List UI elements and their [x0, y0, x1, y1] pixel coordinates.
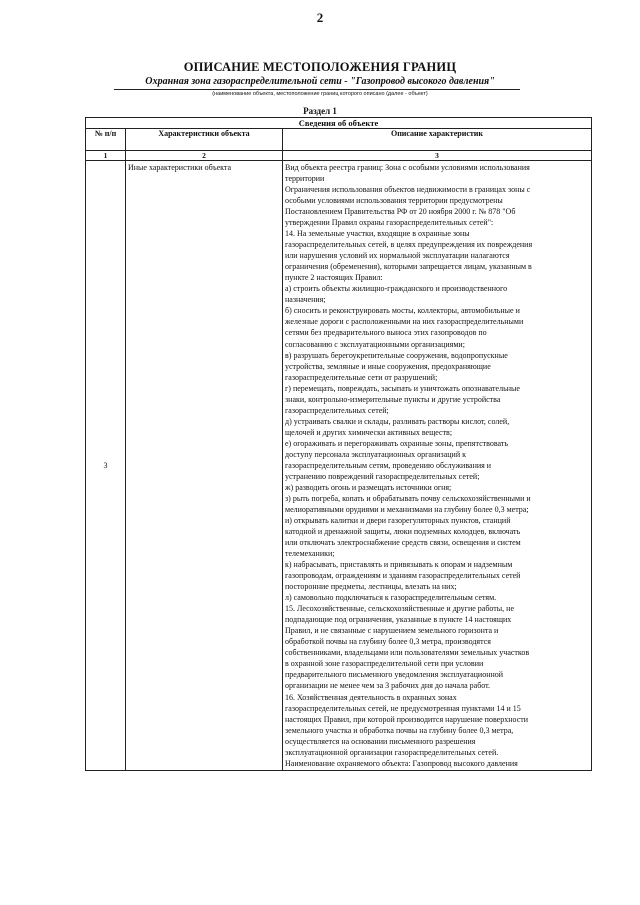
description-line: Вид объекта реестра границ: Зона с особыми условиями использования	[285, 163, 530, 172]
description-line: газопроводам, ограждениям и зданиям газораспределительных сетей	[285, 571, 521, 581]
column-header-characteristics: Характеристики объекта	[126, 129, 283, 151]
description-line: газораспределительные сети от разрушений;	[285, 372, 438, 382]
description-line: л) самовольно подключаться к газораспределительным сетям.	[285, 593, 497, 603]
column-number-3: 3	[283, 151, 592, 161]
description-line: утверждении Правил охраны газораспределительных сетей":	[285, 218, 494, 228]
object-info-table	[85, 117, 592, 771]
description-line: 16. Хозяйственная деятельность в охранных зонах	[285, 692, 457, 702]
description-line: ж) разводить огонь и размещать источники огня;	[285, 482, 452, 492]
description-line: территории	[285, 174, 325, 184]
description-line: д) устраивать свалки и склады, разливать растворы кислот, солей,	[285, 416, 510, 426]
description-line: посторонние предметы, лестницы, влезать на них;	[285, 582, 457, 592]
description-line: в) разрушать берегоукрепительные сооружения, водопропускные	[285, 350, 508, 360]
description-line: газораспределительным сетям, проведению обслуживания и	[285, 460, 492, 470]
document-subtitle: Охранная зона газораспределительной сети - "Газопровод высокого давления"	[145, 76, 495, 87]
description-line: 15. Лесохозяйственные, сельскохозяйственные и другие работы, не	[285, 604, 514, 614]
description-line: ограничения (обременения), которыми запрещается лицам, указанным в	[285, 262, 532, 272]
description-line: Ограничения использования объектов недвижимости в границах зоны с	[285, 185, 531, 195]
description-line: доступу персонала эксплуатационных организаций к	[285, 449, 466, 459]
page-number: 2	[316, 10, 324, 25]
description-line: з) рыть погреба, копать и обрабатывать почву сельскохозяйственными и	[285, 493, 531, 503]
description-line: пункте 2 настоящих Правил:	[285, 273, 383, 283]
description-line: а) строить объекты жилищно-гражданского и производственного	[285, 284, 508, 294]
document-title: ОПИСАНИЕ МЕСТОПОЛОЖЕНИЯ ГРАНИЦ	[183, 60, 457, 74]
table-caption: Сведения об объекте	[86, 118, 592, 129]
description-line: Правил, и не связанные с нарушением земельного горизонта и	[285, 626, 499, 636]
subtitle-underline	[114, 89, 520, 90]
column-number-2: 2	[126, 151, 283, 161]
description-line: согласованию с эксплуатационными организациями;	[285, 339, 465, 349]
description-line: щелочей и других химически активных веществ;	[285, 427, 453, 437]
description-line: осуществляется на основании письменного разрешения	[285, 736, 476, 746]
description-line: газораспределительных сетей;	[285, 405, 389, 415]
description-line: предварительного письменного уведомления эксплуатационной	[285, 670, 504, 680]
table-row	[86, 161, 592, 771]
description-line: или нарушения условий их нормальной эксплуатации налагаются	[285, 251, 510, 261]
description-line: подпадающие под ограничения, указанные в пункте 14 настоящих	[285, 615, 512, 625]
column-header-num: № п/п	[86, 129, 126, 151]
description-line: к) набрасывать, приставлять и привязывать к опорам и надземным	[285, 560, 513, 570]
row-characteristic: Иные характеристики объекта	[126, 161, 283, 771]
description-line: знаки, контрольно-измерительные пункты и другие устройства	[285, 394, 501, 404]
description-line: эксплуатационной организации газораспределительных сетей.	[285, 747, 499, 757]
description-line: в охранной зоне газораспределительной сети при условии	[285, 659, 484, 669]
row-number: 3	[86, 161, 126, 771]
row-description	[283, 161, 592, 771]
description-line: газораспределительных сетей, в целях предупреждения их повреждения	[285, 240, 533, 250]
column-number-1: 1	[86, 151, 126, 161]
description-line: мелиоративными орудиями и механизмами на глубину более 0,3 метра;	[285, 504, 529, 514]
description-line: телемеханики;	[285, 549, 335, 559]
description-line: б) сносить и реконструировать мосты, коллекторы, автомобильные и	[285, 306, 520, 316]
description-line: Наименование охраняемого объекта: Газопровод высокого давления	[285, 758, 518, 768]
description-line: Постановлением Правительства РФ от 20 ноября 2000 г. № 878 "Об	[285, 207, 516, 217]
column-header-description: Описание характеристик	[283, 129, 592, 151]
description-line: организации не менее чем за 3 рабочих дня до начала работ.	[285, 681, 491, 691]
description-line: газораспределительных сетей, не предусмотренная пунктами 14 и 15	[285, 703, 521, 713]
description-line: назначения;	[285, 295, 326, 305]
subtitle-caption: (наименование объекта, местоположение границ которого описано (далее - объект)	[212, 91, 428, 97]
description-line: устранению повреждений газораспределительных сетей;	[285, 471, 480, 481]
description-line: 14. На земельные участки, входящие в охранные зоны	[285, 229, 470, 239]
description-line: земельного участка и обработка почвы на глубину более 0,3 метра,	[285, 725, 514, 735]
description-line: е) огораживать и перегораживать охранные зоны, препятствовать	[285, 438, 509, 448]
column-number-row	[86, 151, 592, 161]
description-line: г) перемещать, повреждать, засыпать и уничтожать опознавательные	[285, 383, 520, 393]
description-line: железные дороги с расположенными на них газораспределительными	[285, 317, 524, 327]
description-line: настоящих Правил, при которой производится нарушение поверхности	[285, 714, 529, 724]
description-line: сетями без предварительного выноса этих газопроводов по	[285, 328, 487, 338]
table-header-row	[86, 129, 592, 151]
description-line: устройства, земляные и иные сооружения, предохраняющие	[285, 361, 491, 371]
description-line: особыми условиями использования территории предусмотрены	[285, 196, 503, 206]
section-label: Раздел 1	[303, 106, 337, 116]
description-line: обработкой почвы на глубину более 0,3 метра, производятся	[285, 637, 491, 647]
table-caption-row	[86, 118, 592, 129]
description-line: собственниками, владельцами или пользователями земельных участков	[285, 648, 530, 658]
description-line: или отключать электроснабжение средств связи, освещения и систем	[285, 538, 521, 548]
description-line: катодной и дренажной защиты, люки подземных колодцев, включать	[285, 527, 521, 537]
description-line: и) открывать калитки и двери газорегуляторных пунктов, станций	[285, 516, 511, 525]
